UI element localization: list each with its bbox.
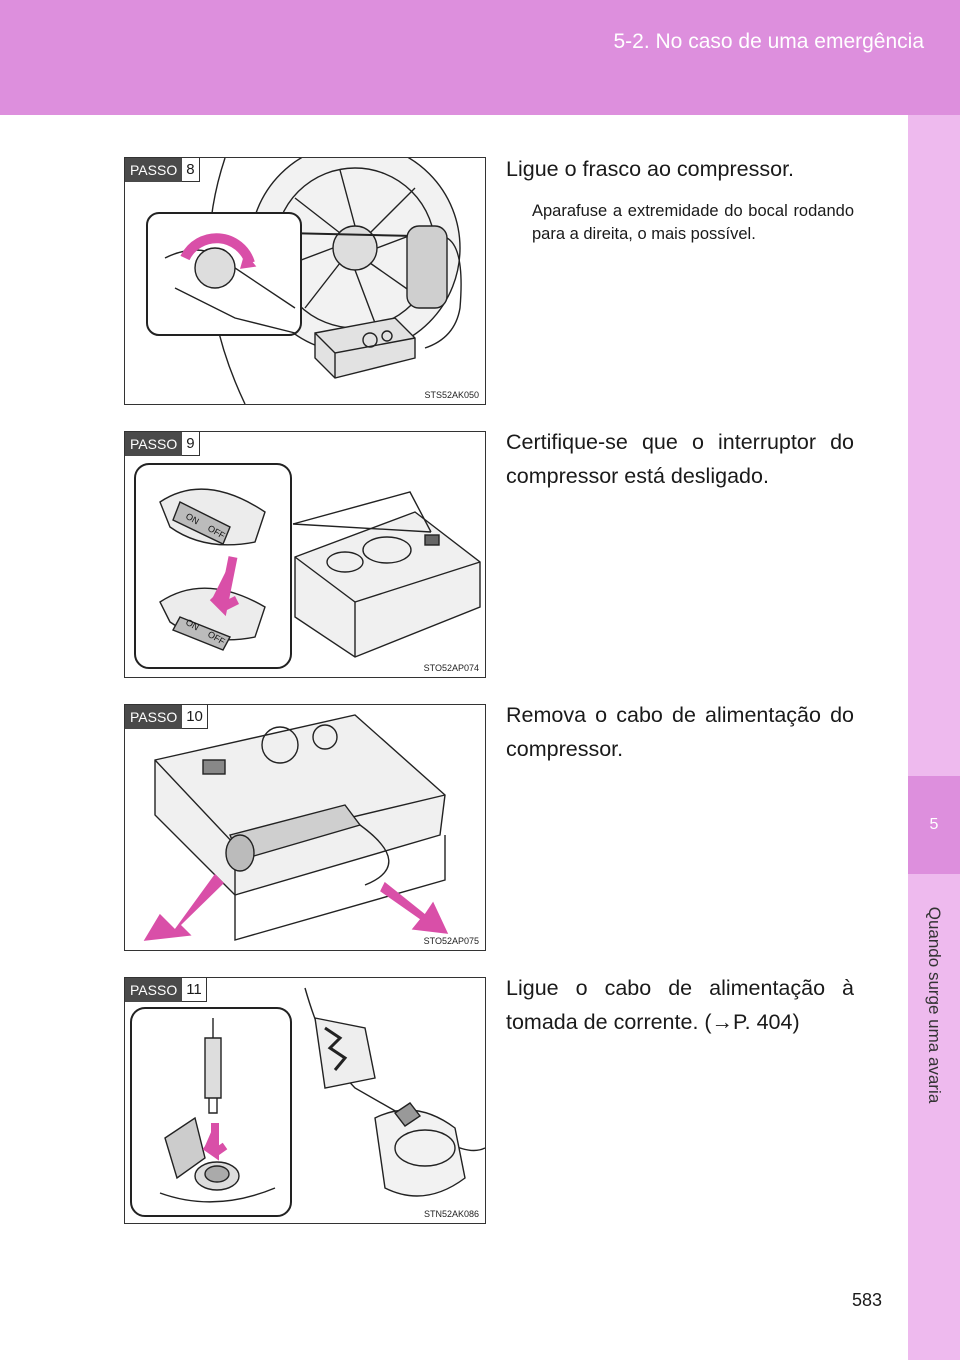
compressor-switch-illustration xyxy=(125,432,485,677)
step-10-badge: PASSO 10 xyxy=(125,705,208,729)
switch-off-label-top: OFF xyxy=(206,523,227,541)
step-10-figure-code: STO52AP075 xyxy=(423,936,479,946)
step-11-figure xyxy=(124,977,486,1224)
step-11-badge: PASSO 11 xyxy=(125,978,207,1002)
step-9-badge: PASSO 9 xyxy=(125,432,200,456)
chapter-title: Quando surge uma avaria xyxy=(925,906,944,1104)
step-8-figure-code: STS52AK050 xyxy=(424,390,479,400)
step-10 xyxy=(124,704,486,951)
side-tab xyxy=(908,115,960,1360)
step-10-figure xyxy=(124,704,486,951)
switch-off-label-bottom: OFF xyxy=(206,629,227,647)
switch-on-label-bottom: ON xyxy=(184,617,201,633)
switch-on-label-top: ON xyxy=(184,511,201,527)
step-11-text: Ligue o cabo de alimentação à tomada de corrente. (→P. 404) xyxy=(506,976,854,1034)
step-9-text: Certifique-se que o interruptor do compressor está desligado. xyxy=(506,430,854,488)
step-8-text: Ligue o frasco ao compressor. xyxy=(506,157,795,181)
section-title: 5-2. No caso de uma emergência xyxy=(613,30,924,53)
chapter-number[interactable]: 5 xyxy=(908,776,960,874)
step-8-badge: PASSO 8 xyxy=(125,158,200,182)
page-number: 583 xyxy=(852,1290,883,1310)
step-9-figure xyxy=(124,431,486,678)
step-8 xyxy=(124,157,486,405)
step-9 xyxy=(124,431,486,678)
power-cable-removal-illustration xyxy=(125,705,485,950)
step-9-figure-code: STO52AP074 xyxy=(423,663,479,673)
step-8-figure xyxy=(124,157,486,405)
power-socket-illustration xyxy=(125,978,485,1223)
header-bar xyxy=(0,0,960,115)
step-10-text: Remova o cabo de alimentação do compressor. xyxy=(506,703,854,761)
step-11-figure-code: STN52AK086 xyxy=(423,1209,479,1219)
step-11 xyxy=(124,977,486,1224)
step-8-note: Aparafuse a extremidade do bocal rodando para a direita, o mais possível. xyxy=(532,202,854,243)
tire-compressor-illustration xyxy=(125,158,485,404)
